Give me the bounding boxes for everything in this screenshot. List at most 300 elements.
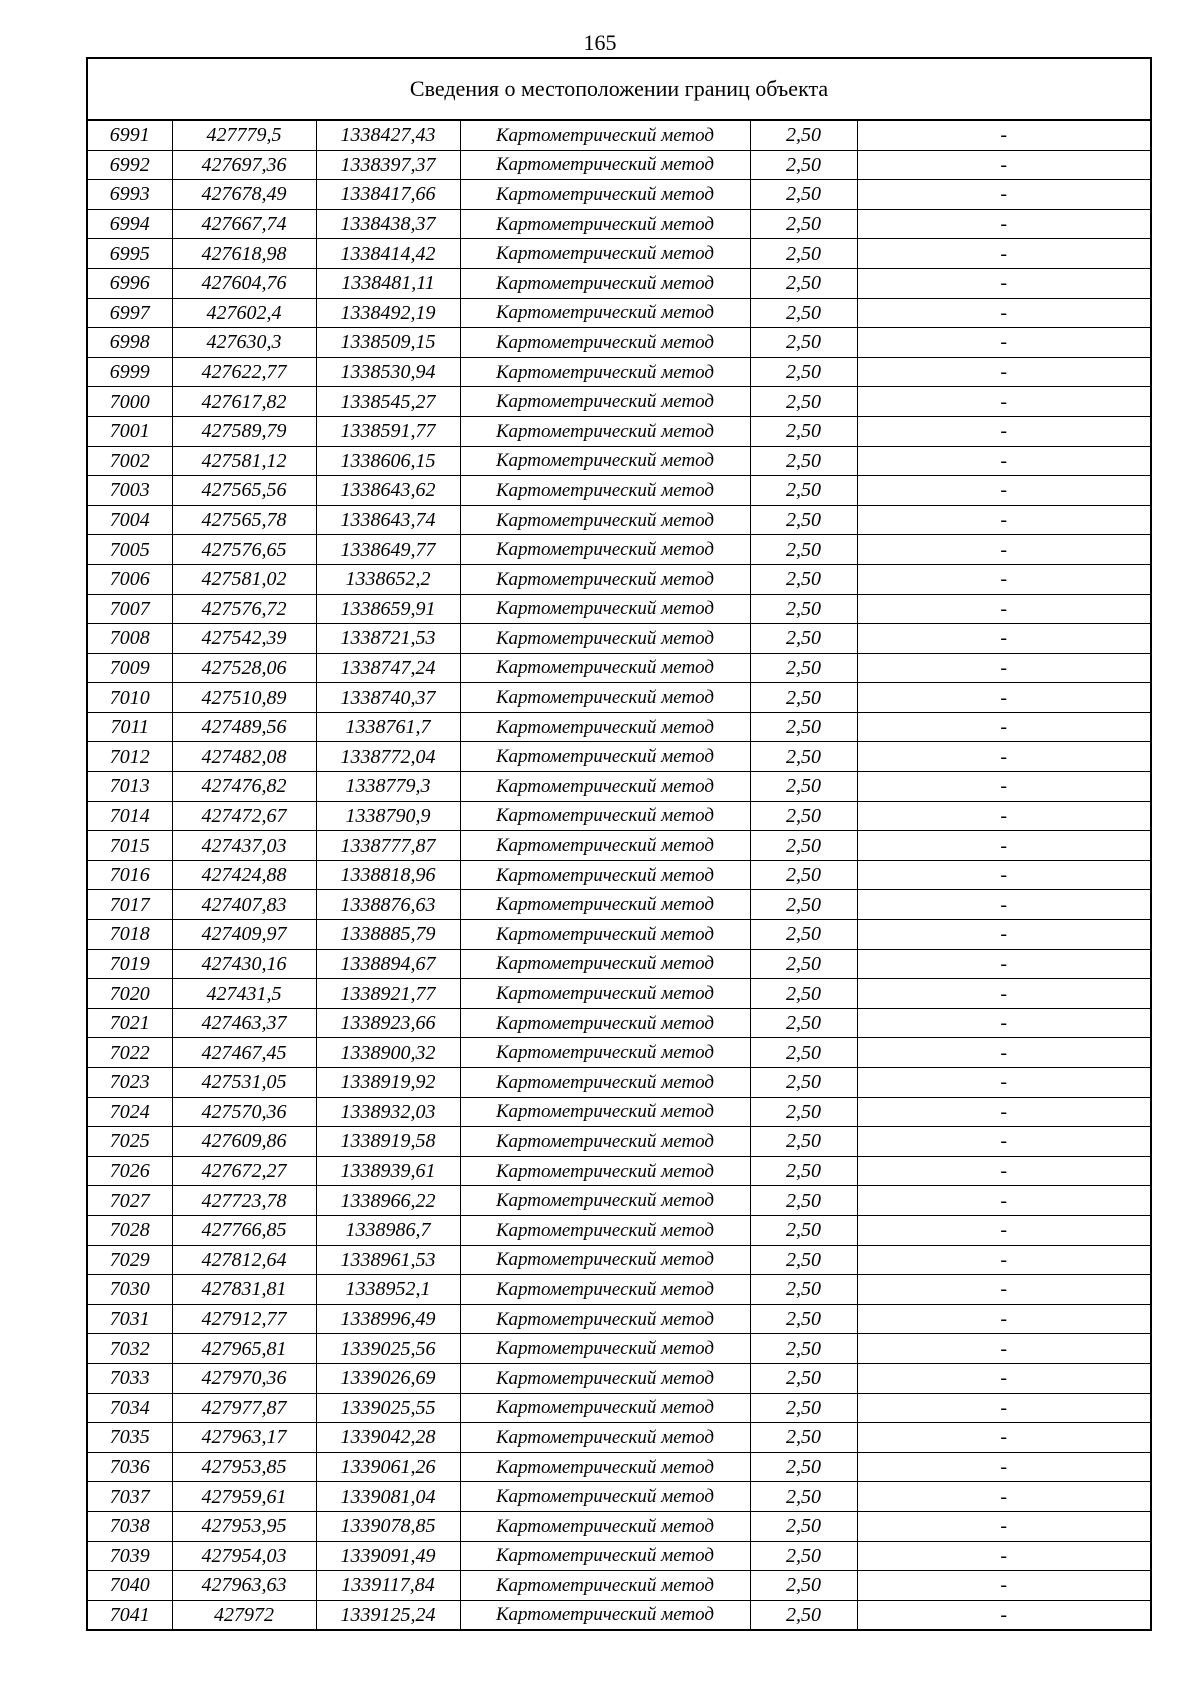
table-row bbox=[87, 1068, 1151, 1098]
description-cell: - bbox=[857, 120, 1151, 150]
description-cell: - bbox=[857, 979, 1151, 1009]
accuracy-cell: 2,50 bbox=[750, 1186, 857, 1216]
x-coordinate-cell: 427589,79 bbox=[172, 416, 316, 446]
method-cell: Картометрический метод bbox=[460, 979, 750, 1009]
table-row bbox=[87, 1008, 1151, 1038]
method-cell: Картометрический метод bbox=[460, 1156, 750, 1186]
table-title: Сведения о местоположении границ объекта bbox=[87, 58, 1151, 120]
accuracy-cell: 2,50 bbox=[750, 1038, 857, 1068]
x-coordinate-cell: 427602,4 bbox=[172, 298, 316, 328]
description-cell: - bbox=[857, 535, 1151, 565]
x-coordinate-cell: 427576,65 bbox=[172, 535, 316, 565]
description-cell: - bbox=[857, 1186, 1151, 1216]
x-coordinate-cell: 427723,78 bbox=[172, 1186, 316, 1216]
description-cell: - bbox=[857, 239, 1151, 269]
x-coordinate-cell: 427576,72 bbox=[172, 594, 316, 624]
point-number-cell: 7018 bbox=[87, 920, 172, 950]
method-cell: Картометрический метод bbox=[460, 890, 750, 920]
method-cell: Картометрический метод bbox=[460, 505, 750, 535]
point-number-cell: 7026 bbox=[87, 1156, 172, 1186]
x-coordinate-cell: 427972 bbox=[172, 1600, 316, 1630]
description-cell: - bbox=[857, 476, 1151, 506]
method-cell: Картометрический метод bbox=[460, 239, 750, 269]
y-coordinate-cell: 1338414,42 bbox=[316, 239, 460, 269]
description-cell: - bbox=[857, 564, 1151, 594]
x-coordinate-cell: 427581,02 bbox=[172, 564, 316, 594]
y-coordinate-cell: 1338397,37 bbox=[316, 150, 460, 180]
point-number-cell: 6995 bbox=[87, 239, 172, 269]
x-coordinate-cell: 427604,76 bbox=[172, 268, 316, 298]
accuracy-cell: 2,50 bbox=[750, 416, 857, 446]
point-number-cell: 7006 bbox=[87, 564, 172, 594]
table-row bbox=[87, 298, 1151, 328]
table-row bbox=[87, 742, 1151, 772]
x-coordinate-cell: 427542,39 bbox=[172, 624, 316, 654]
y-coordinate-cell: 1338649,77 bbox=[316, 535, 460, 565]
method-cell: Картометрический метод bbox=[460, 1097, 750, 1127]
method-cell: Картометрический метод bbox=[460, 1304, 750, 1334]
x-coordinate-cell: 427489,56 bbox=[172, 712, 316, 742]
description-cell: - bbox=[857, 268, 1151, 298]
table-row bbox=[87, 416, 1151, 446]
y-coordinate-cell: 1338919,58 bbox=[316, 1127, 460, 1157]
y-coordinate-cell: 1338417,66 bbox=[316, 180, 460, 210]
description-cell: - bbox=[857, 1097, 1151, 1127]
table-row bbox=[87, 653, 1151, 683]
point-number-cell: 7035 bbox=[87, 1423, 172, 1453]
table-row bbox=[87, 1156, 1151, 1186]
method-cell: Картометрический метод bbox=[460, 1541, 750, 1571]
x-coordinate-cell: 427609,86 bbox=[172, 1127, 316, 1157]
point-number-cell: 7022 bbox=[87, 1038, 172, 1068]
table-row bbox=[87, 1482, 1151, 1512]
description-cell: - bbox=[857, 209, 1151, 239]
accuracy-cell: 2,50 bbox=[750, 180, 857, 210]
table-row bbox=[87, 1423, 1151, 1453]
point-number-cell: 7032 bbox=[87, 1334, 172, 1364]
method-cell: Картометрический метод bbox=[460, 1038, 750, 1068]
y-coordinate-cell: 1339026,69 bbox=[316, 1363, 460, 1393]
description-cell: - bbox=[857, 653, 1151, 683]
description-cell: - bbox=[857, 1423, 1151, 1453]
description-cell: - bbox=[857, 831, 1151, 861]
point-number-cell: 7016 bbox=[87, 860, 172, 890]
description-cell: - bbox=[857, 298, 1151, 328]
method-cell: Картометрический метод bbox=[460, 772, 750, 802]
x-coordinate-cell: 427963,17 bbox=[172, 1423, 316, 1453]
table-row bbox=[87, 890, 1151, 920]
table-row bbox=[87, 1511, 1151, 1541]
y-coordinate-cell: 1338921,77 bbox=[316, 979, 460, 1009]
description-cell: - bbox=[857, 1215, 1151, 1245]
description-cell: - bbox=[857, 1600, 1151, 1630]
point-number-cell: 7004 bbox=[87, 505, 172, 535]
method-cell: Картометрический метод bbox=[460, 416, 750, 446]
x-coordinate-cell: 427672,27 bbox=[172, 1156, 316, 1186]
description-cell: - bbox=[857, 1038, 1151, 1068]
y-coordinate-cell: 1338427,43 bbox=[316, 120, 460, 150]
table-row bbox=[87, 712, 1151, 742]
x-coordinate-cell: 427630,3 bbox=[172, 328, 316, 358]
description-cell: - bbox=[857, 1452, 1151, 1482]
y-coordinate-cell: 1338530,94 bbox=[316, 357, 460, 387]
point-number-cell: 7027 bbox=[87, 1186, 172, 1216]
accuracy-cell: 2,50 bbox=[750, 1600, 857, 1630]
table-row bbox=[87, 801, 1151, 831]
description-cell: - bbox=[857, 446, 1151, 476]
table-row bbox=[87, 624, 1151, 654]
accuracy-cell: 2,50 bbox=[750, 120, 857, 150]
point-number-cell: 7025 bbox=[87, 1127, 172, 1157]
x-coordinate-cell: 427965,81 bbox=[172, 1334, 316, 1364]
table-row bbox=[87, 150, 1151, 180]
y-coordinate-cell: 1339081,04 bbox=[316, 1482, 460, 1512]
description-cell: - bbox=[857, 712, 1151, 742]
y-coordinate-cell: 1338818,96 bbox=[316, 860, 460, 890]
point-number-cell: 7007 bbox=[87, 594, 172, 624]
table-row bbox=[87, 1127, 1151, 1157]
point-number-cell: 7040 bbox=[87, 1571, 172, 1601]
description-cell: - bbox=[857, 1008, 1151, 1038]
y-coordinate-cell: 1338606,15 bbox=[316, 446, 460, 476]
x-coordinate-cell: 427472,67 bbox=[172, 801, 316, 831]
description-cell: - bbox=[857, 772, 1151, 802]
table-row bbox=[87, 683, 1151, 713]
accuracy-cell: 2,50 bbox=[750, 860, 857, 890]
method-cell: Картометрический метод bbox=[460, 564, 750, 594]
x-coordinate-cell: 427510,89 bbox=[172, 683, 316, 713]
method-cell: Картометрический метод bbox=[460, 1423, 750, 1453]
y-coordinate-cell: 1339117,84 bbox=[316, 1571, 460, 1601]
y-coordinate-cell: 1338900,32 bbox=[316, 1038, 460, 1068]
accuracy-cell: 2,50 bbox=[750, 535, 857, 565]
method-cell: Картометрический метод bbox=[460, 860, 750, 890]
point-number-cell: 7003 bbox=[87, 476, 172, 506]
table-row bbox=[87, 860, 1151, 890]
y-coordinate-cell: 1338961,53 bbox=[316, 1245, 460, 1275]
point-number-cell: 7005 bbox=[87, 535, 172, 565]
x-coordinate-cell: 427409,97 bbox=[172, 920, 316, 950]
method-cell: Картометрический метод bbox=[460, 624, 750, 654]
table-row bbox=[87, 920, 1151, 950]
y-coordinate-cell: 1338939,61 bbox=[316, 1156, 460, 1186]
description-cell: - bbox=[857, 624, 1151, 654]
accuracy-cell: 2,50 bbox=[750, 979, 857, 1009]
description-cell: - bbox=[857, 1245, 1151, 1275]
point-number-cell: 7002 bbox=[87, 446, 172, 476]
point-number-cell: 7030 bbox=[87, 1275, 172, 1305]
accuracy-cell: 2,50 bbox=[750, 1571, 857, 1601]
description-cell: - bbox=[857, 594, 1151, 624]
method-cell: Картометрический метод bbox=[460, 831, 750, 861]
description-cell: - bbox=[857, 1571, 1151, 1601]
x-coordinate-cell: 427831,81 bbox=[172, 1275, 316, 1305]
x-coordinate-cell: 427617,82 bbox=[172, 387, 316, 417]
y-coordinate-cell: 1339091,49 bbox=[316, 1541, 460, 1571]
description-cell: - bbox=[857, 801, 1151, 831]
method-cell: Картометрический метод bbox=[460, 209, 750, 239]
accuracy-cell: 2,50 bbox=[750, 1541, 857, 1571]
method-cell: Картометрический метод bbox=[460, 1511, 750, 1541]
description-cell: - bbox=[857, 416, 1151, 446]
x-coordinate-cell: 427812,64 bbox=[172, 1245, 316, 1275]
method-cell: Картометрический метод bbox=[460, 1245, 750, 1275]
method-cell: Картометрический метод bbox=[460, 1008, 750, 1038]
table-row bbox=[87, 268, 1151, 298]
table-row bbox=[87, 505, 1151, 535]
point-number-cell: 7001 bbox=[87, 416, 172, 446]
x-coordinate-cell: 427954,03 bbox=[172, 1541, 316, 1571]
point-number-cell: 7039 bbox=[87, 1541, 172, 1571]
point-number-cell: 7020 bbox=[87, 979, 172, 1009]
table-row bbox=[87, 446, 1151, 476]
point-number-cell: 6998 bbox=[87, 328, 172, 358]
table-row bbox=[87, 594, 1151, 624]
method-cell: Картометрический метод bbox=[460, 920, 750, 950]
description-cell: - bbox=[857, 1156, 1151, 1186]
table-row bbox=[87, 180, 1151, 210]
table-row bbox=[87, 120, 1151, 150]
table-row bbox=[87, 949, 1151, 979]
accuracy-cell: 2,50 bbox=[750, 476, 857, 506]
x-coordinate-cell: 427977,87 bbox=[172, 1393, 316, 1423]
table-row bbox=[87, 328, 1151, 358]
accuracy-cell: 2,50 bbox=[750, 268, 857, 298]
y-coordinate-cell: 1338740,37 bbox=[316, 683, 460, 713]
x-coordinate-cell: 427953,95 bbox=[172, 1511, 316, 1541]
method-cell: Картометрический метод bbox=[460, 742, 750, 772]
accuracy-cell: 2,50 bbox=[750, 1423, 857, 1453]
method-cell: Картометрический метод bbox=[460, 535, 750, 565]
description-cell: - bbox=[857, 890, 1151, 920]
y-coordinate-cell: 1339078,85 bbox=[316, 1511, 460, 1541]
x-coordinate-cell: 427581,12 bbox=[172, 446, 316, 476]
accuracy-cell: 2,50 bbox=[750, 1275, 857, 1305]
accuracy-cell: 2,50 bbox=[750, 564, 857, 594]
point-number-cell: 6999 bbox=[87, 357, 172, 387]
accuracy-cell: 2,50 bbox=[750, 446, 857, 476]
method-cell: Картометрический метод bbox=[460, 1275, 750, 1305]
y-coordinate-cell: 1338919,92 bbox=[316, 1068, 460, 1098]
point-number-cell: 6994 bbox=[87, 209, 172, 239]
y-coordinate-cell: 1338932,03 bbox=[316, 1097, 460, 1127]
method-cell: Картометрический метод bbox=[460, 1127, 750, 1157]
method-cell: Картометрический метод bbox=[460, 298, 750, 328]
y-coordinate-cell: 1339025,56 bbox=[316, 1334, 460, 1364]
point-number-cell: 7013 bbox=[87, 772, 172, 802]
x-coordinate-cell: 427779,5 bbox=[172, 120, 316, 150]
point-number-cell: 7029 bbox=[87, 1245, 172, 1275]
x-coordinate-cell: 427618,98 bbox=[172, 239, 316, 269]
description-cell: - bbox=[857, 1068, 1151, 1098]
y-coordinate-cell: 1338966,22 bbox=[316, 1186, 460, 1216]
y-coordinate-cell: 1338790,9 bbox=[316, 801, 460, 831]
accuracy-cell: 2,50 bbox=[750, 1008, 857, 1038]
y-coordinate-cell: 1338894,67 bbox=[316, 949, 460, 979]
x-coordinate-cell: 427565,78 bbox=[172, 505, 316, 535]
x-coordinate-cell: 427482,08 bbox=[172, 742, 316, 772]
x-coordinate-cell: 427430,16 bbox=[172, 949, 316, 979]
accuracy-cell: 2,50 bbox=[750, 1245, 857, 1275]
point-number-cell: 7011 bbox=[87, 712, 172, 742]
description-cell: - bbox=[857, 180, 1151, 210]
x-coordinate-cell: 427463,37 bbox=[172, 1008, 316, 1038]
accuracy-cell: 2,50 bbox=[750, 505, 857, 535]
y-coordinate-cell: 1338952,1 bbox=[316, 1275, 460, 1305]
table-row bbox=[87, 1541, 1151, 1571]
y-coordinate-cell: 1338923,66 bbox=[316, 1008, 460, 1038]
point-number-cell: 6997 bbox=[87, 298, 172, 328]
x-coordinate-cell: 427963,63 bbox=[172, 1571, 316, 1601]
accuracy-cell: 2,50 bbox=[750, 1393, 857, 1423]
point-number-cell: 7023 bbox=[87, 1068, 172, 1098]
description-cell: - bbox=[857, 150, 1151, 180]
point-number-cell: 6993 bbox=[87, 180, 172, 210]
method-cell: Картометрический метод bbox=[460, 357, 750, 387]
table-row bbox=[87, 831, 1151, 861]
method-cell: Картометрический метод bbox=[460, 594, 750, 624]
description-cell: - bbox=[857, 387, 1151, 417]
description-cell: - bbox=[857, 1275, 1151, 1305]
accuracy-cell: 2,50 bbox=[750, 594, 857, 624]
x-coordinate-cell: 427622,77 bbox=[172, 357, 316, 387]
point-number-cell: 7000 bbox=[87, 387, 172, 417]
x-coordinate-cell: 427912,77 bbox=[172, 1304, 316, 1334]
x-coordinate-cell: 427431,5 bbox=[172, 979, 316, 1009]
y-coordinate-cell: 1338545,27 bbox=[316, 387, 460, 417]
method-cell: Картометрический метод bbox=[460, 712, 750, 742]
accuracy-cell: 2,50 bbox=[750, 920, 857, 950]
page-number: 165 bbox=[583, 30, 617, 55]
accuracy-cell: 2,50 bbox=[750, 1097, 857, 1127]
x-coordinate-cell: 427959,61 bbox=[172, 1482, 316, 1512]
table-row bbox=[87, 1452, 1151, 1482]
y-coordinate-cell: 1338438,37 bbox=[316, 209, 460, 239]
y-coordinate-cell: 1338779,3 bbox=[316, 772, 460, 802]
y-coordinate-cell: 1338996,49 bbox=[316, 1304, 460, 1334]
table-row bbox=[87, 979, 1151, 1009]
x-coordinate-cell: 427678,49 bbox=[172, 180, 316, 210]
point-number-cell: 7015 bbox=[87, 831, 172, 861]
accuracy-cell: 2,50 bbox=[750, 1334, 857, 1364]
x-coordinate-cell: 427531,05 bbox=[172, 1068, 316, 1098]
description-cell: - bbox=[857, 1511, 1151, 1541]
point-number-cell: 7014 bbox=[87, 801, 172, 831]
accuracy-cell: 2,50 bbox=[750, 1511, 857, 1541]
method-cell: Картометрический метод bbox=[460, 387, 750, 417]
y-coordinate-cell: 1338659,91 bbox=[316, 594, 460, 624]
method-cell: Картометрический метод bbox=[460, 476, 750, 506]
description-cell: - bbox=[857, 742, 1151, 772]
table-row bbox=[87, 1600, 1151, 1630]
method-cell: Картометрический метод bbox=[460, 1334, 750, 1364]
table-row bbox=[87, 1571, 1151, 1601]
accuracy-cell: 2,50 bbox=[750, 712, 857, 742]
point-number-cell: 6996 bbox=[87, 268, 172, 298]
table-row bbox=[87, 535, 1151, 565]
method-cell: Картометрический метод bbox=[460, 1363, 750, 1393]
x-coordinate-cell: 427476,82 bbox=[172, 772, 316, 802]
method-cell: Картометрический метод bbox=[460, 150, 750, 180]
x-coordinate-cell: 427437,03 bbox=[172, 831, 316, 861]
accuracy-cell: 2,50 bbox=[750, 1482, 857, 1512]
y-coordinate-cell: 1338876,63 bbox=[316, 890, 460, 920]
method-cell: Картометрический метод bbox=[460, 446, 750, 476]
description-cell: - bbox=[857, 949, 1151, 979]
method-cell: Картометрический метод bbox=[460, 120, 750, 150]
point-number-cell: 7036 bbox=[87, 1452, 172, 1482]
y-coordinate-cell: 1338643,62 bbox=[316, 476, 460, 506]
point-number-cell: 7024 bbox=[87, 1097, 172, 1127]
table-row bbox=[87, 209, 1151, 239]
table-row bbox=[87, 476, 1151, 506]
table-row bbox=[87, 1215, 1151, 1245]
x-coordinate-cell: 427667,74 bbox=[172, 209, 316, 239]
accuracy-cell: 2,50 bbox=[750, 1304, 857, 1334]
table-row bbox=[87, 1186, 1151, 1216]
y-coordinate-cell: 1338481,11 bbox=[316, 268, 460, 298]
method-cell: Картометрический метод bbox=[460, 328, 750, 358]
table-row bbox=[87, 1038, 1151, 1068]
method-cell: Картометрический метод bbox=[460, 1571, 750, 1601]
y-coordinate-cell: 1338986,7 bbox=[316, 1215, 460, 1245]
table-row bbox=[87, 772, 1151, 802]
accuracy-cell: 2,50 bbox=[750, 1452, 857, 1482]
table-row bbox=[87, 1393, 1151, 1423]
x-coordinate-cell: 427407,83 bbox=[172, 890, 316, 920]
method-cell: Картометрический метод bbox=[460, 268, 750, 298]
accuracy-cell: 2,50 bbox=[750, 624, 857, 654]
accuracy-cell: 2,50 bbox=[750, 1156, 857, 1186]
table-row bbox=[87, 1304, 1151, 1334]
description-cell: - bbox=[857, 683, 1151, 713]
x-coordinate-cell: 427565,56 bbox=[172, 476, 316, 506]
y-coordinate-cell: 1338721,53 bbox=[316, 624, 460, 654]
accuracy-cell: 2,50 bbox=[750, 239, 857, 269]
point-number-cell: 7033 bbox=[87, 1363, 172, 1393]
accuracy-cell: 2,50 bbox=[750, 742, 857, 772]
accuracy-cell: 2,50 bbox=[750, 772, 857, 802]
description-cell: - bbox=[857, 1393, 1151, 1423]
y-coordinate-cell: 1338747,24 bbox=[316, 653, 460, 683]
description-cell: - bbox=[857, 505, 1151, 535]
y-coordinate-cell: 1338777,87 bbox=[316, 831, 460, 861]
point-number-cell: 7037 bbox=[87, 1482, 172, 1512]
accuracy-cell: 2,50 bbox=[750, 831, 857, 861]
accuracy-cell: 2,50 bbox=[750, 653, 857, 683]
x-coordinate-cell: 427467,45 bbox=[172, 1038, 316, 1068]
accuracy-cell: 2,50 bbox=[750, 387, 857, 417]
method-cell: Картометрический метод bbox=[460, 1215, 750, 1245]
description-cell: - bbox=[857, 357, 1151, 387]
point-number-cell: 7034 bbox=[87, 1393, 172, 1423]
point-number-cell: 7008 bbox=[87, 624, 172, 654]
method-cell: Картометрический метод bbox=[460, 180, 750, 210]
point-number-cell: 7038 bbox=[87, 1511, 172, 1541]
table-row bbox=[87, 564, 1151, 594]
accuracy-cell: 2,50 bbox=[750, 1363, 857, 1393]
accuracy-cell: 2,50 bbox=[750, 1215, 857, 1245]
x-coordinate-cell: 427953,85 bbox=[172, 1452, 316, 1482]
accuracy-cell: 2,50 bbox=[750, 683, 857, 713]
table-row bbox=[87, 1275, 1151, 1305]
accuracy-cell: 2,50 bbox=[750, 890, 857, 920]
description-cell: - bbox=[857, 1334, 1151, 1364]
method-cell: Картометрический метод bbox=[460, 653, 750, 683]
method-cell: Картометрический метод bbox=[460, 1452, 750, 1482]
y-coordinate-cell: 1339042,28 bbox=[316, 1423, 460, 1453]
point-number-cell: 7017 bbox=[87, 890, 172, 920]
